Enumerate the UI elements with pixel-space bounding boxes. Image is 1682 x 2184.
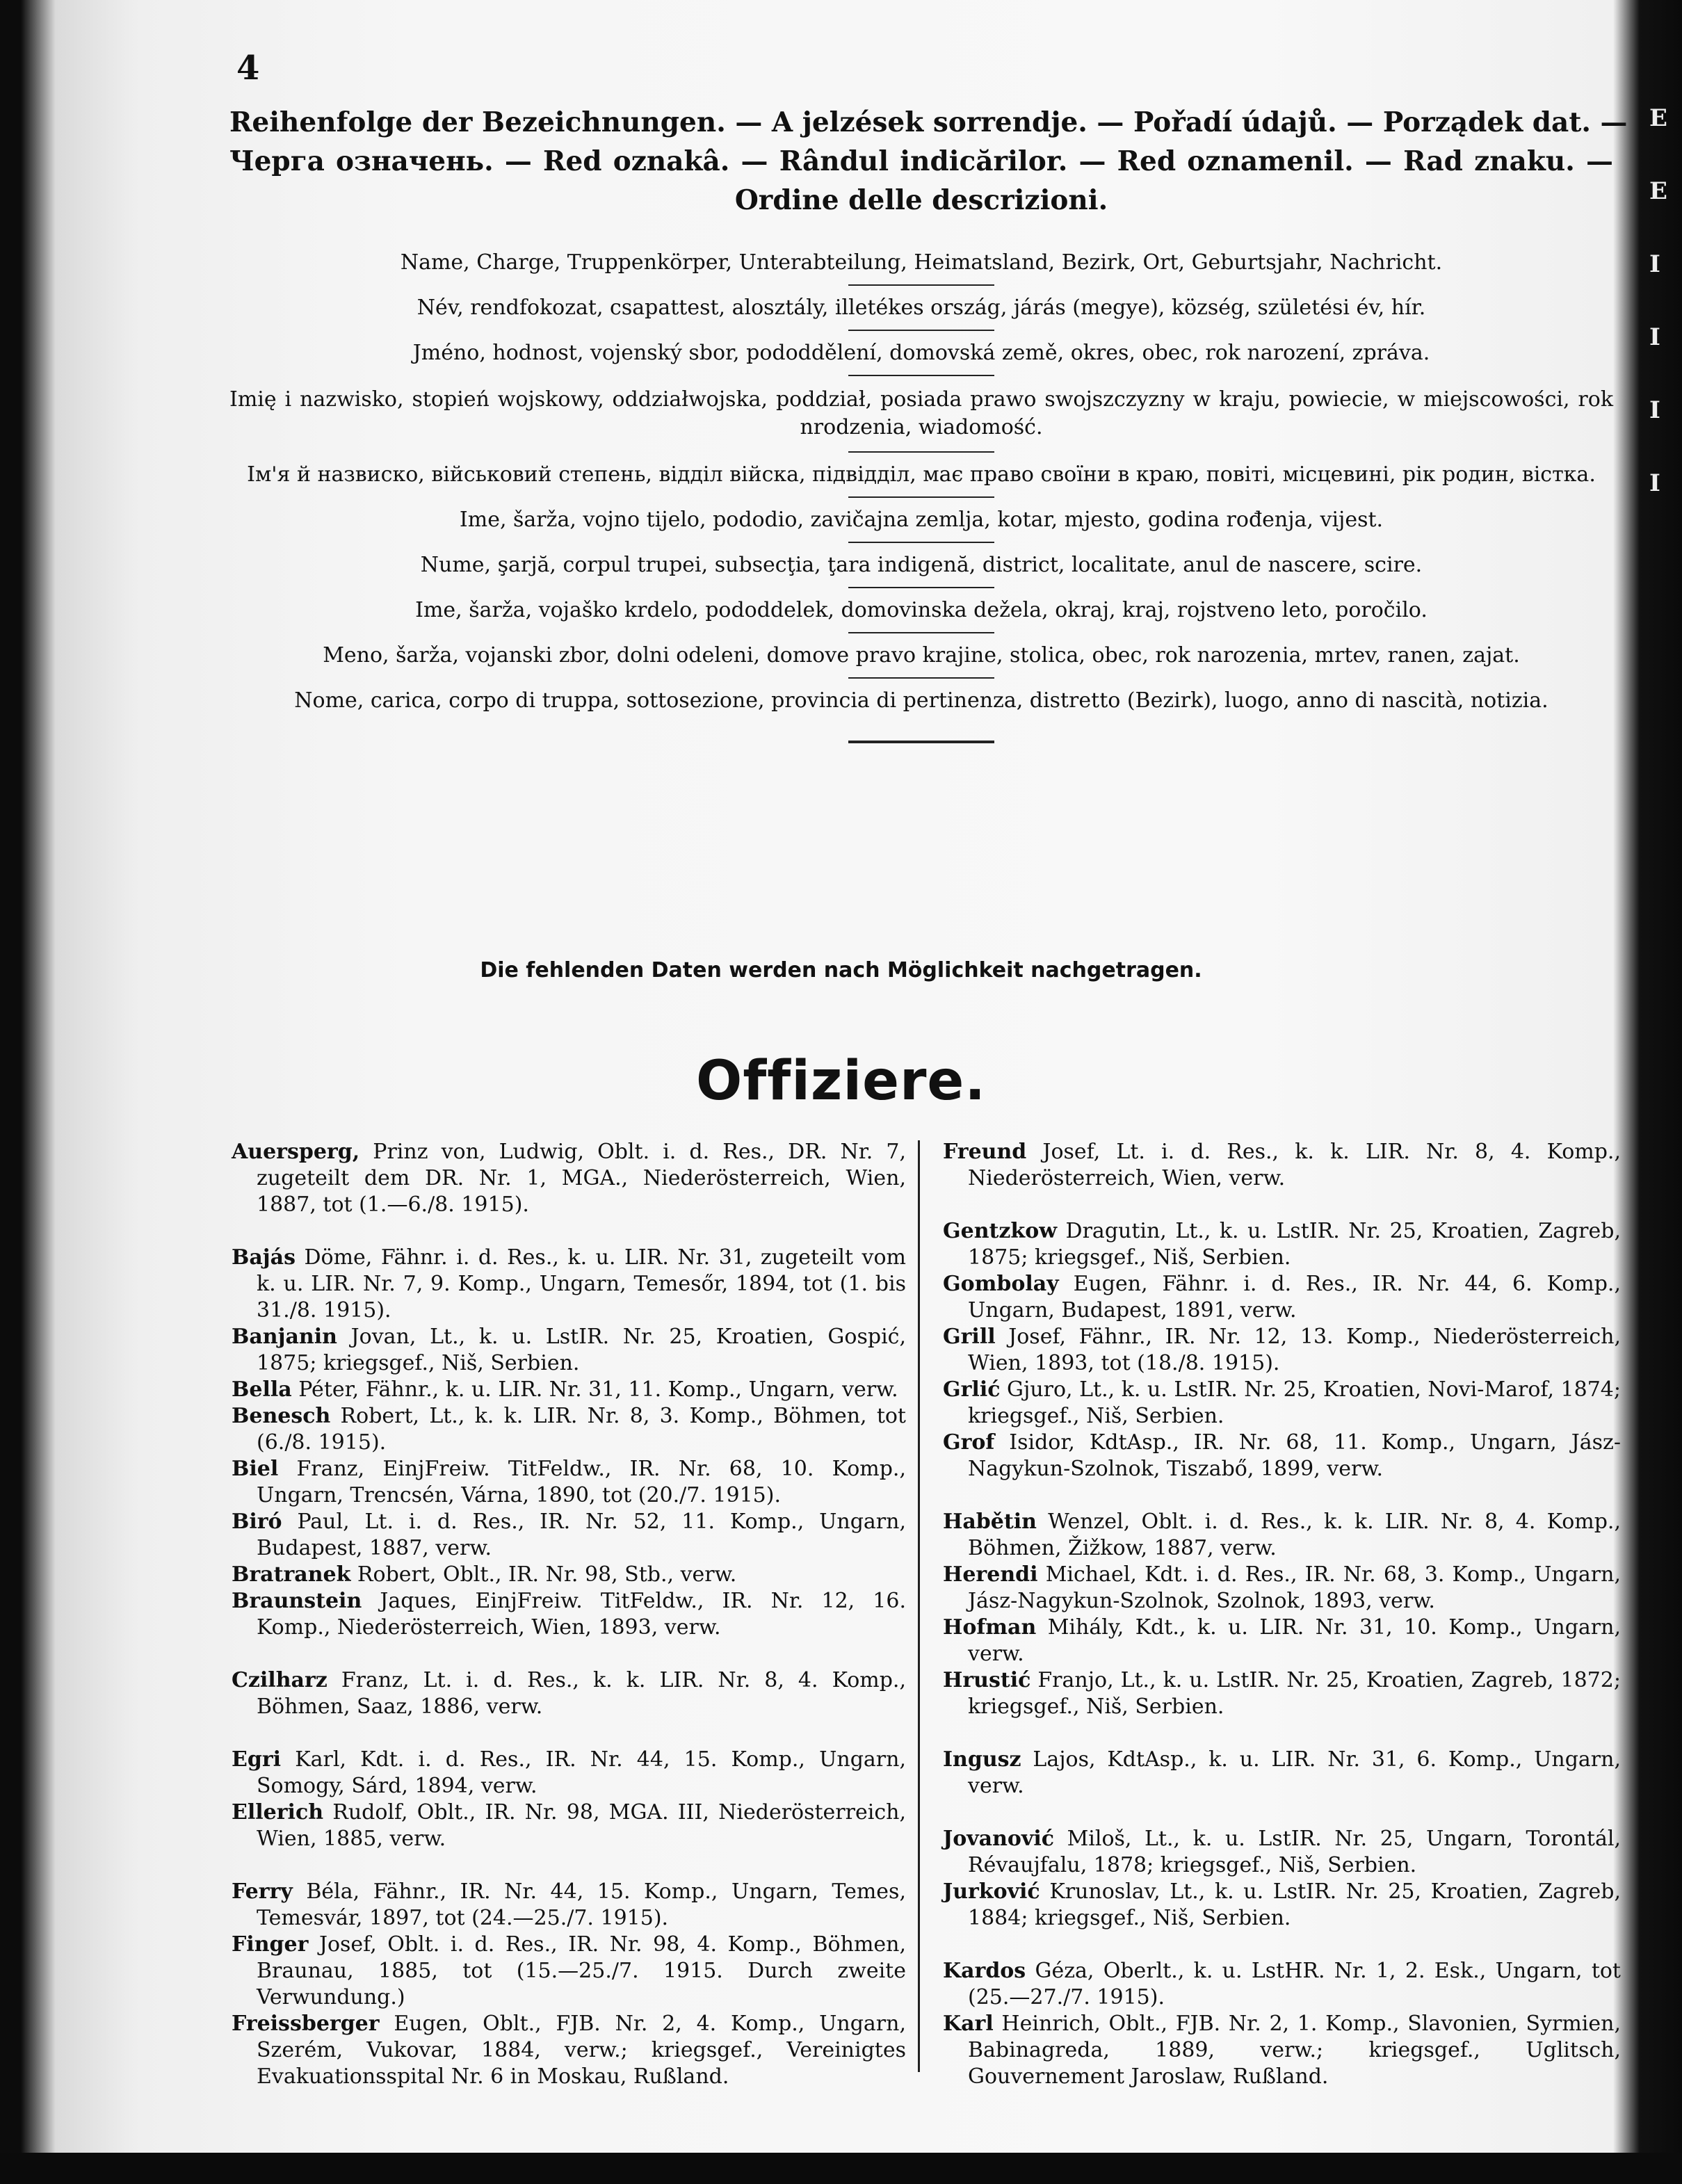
entry-details: Paul, Lt. i. d. Res., IR. Nr. 52, 11. Komp., Ungarn, Budapest, 1887, verw. [257,1510,906,1560]
casualty-entry [943,1615,1621,1667]
casualty-entry [943,1139,1621,1192]
entry-details: Döme, Fähnr. i. d. Res., k. u. LIR. Nr. 31, zugeteilt vom k. u. LIR. Nr. 7, 9. Komp., Ungarn, Temesőr, 1894, tot (1. bis 31./8. 1915). [257,1245,906,1322]
casualty-entry [232,1403,906,1456]
order-line-czech: Jméno, hodnost, vojenský sbor, pododdělení, domovská země, okres, obec, rok narození, zpráva. [412,341,1430,365]
entry-surname: Gombolay [943,1272,1059,1296]
entry-details: Gjuro, Lt., k. u. LstIR. Nr. 25, Kroatien, Novi-Marof, 1874; kriegsgef., Niš, Serbien. [968,1377,1621,1428]
entry-surname: Freissberger [232,2012,380,2036]
multilingual-heading [229,103,1628,220]
entry-details: Robert, Lt., k. k. LIR. Nr. 8, 3. Komp., Böhmen, tot (6./8. 1915). [257,1404,906,1455]
edge-letter: I [1649,469,1660,497]
entry-surname: Braunstein [232,1589,362,1613]
entry-surname: Jurković [943,1879,1040,1904]
entry-details: Josef, Lt. i. d. Res., k. k. LIR. Nr. 8, 4. Komp., Niederösterreich, Wien, verw. [968,1140,1621,1190]
scan-border [0,2153,1682,2184]
casualty-entry [232,1456,906,1509]
heading-line-3: Ordine delle descrizioni. [734,184,1108,216]
separator-rule [848,496,994,498]
entry-details: Mihály, Kdt., k. u. LIR. Nr. 31, 10. Komp., Ungarn, verw. [968,1615,1621,1666]
separator-rule [848,284,994,286]
edge-letter: I [1649,323,1660,351]
casualty-entry [232,1324,906,1377]
casualty-entry [943,1958,1621,2011]
casualty-entry [943,1324,1621,1377]
casualty-entry [943,1271,1621,1324]
entry-details: Josef, Oblt. i. d. Res., IR. Nr. 98, 4. Komp., Böhmen, Braunau, 1885, tot (15.—25./7. 1915. Durch zweite Verwundung.) [257,1932,906,2009]
separator-rule [848,330,994,331]
casualty-entry [232,1588,906,1641]
edge-letter: I [1649,250,1660,278]
entry-details: Isidor, KdtAsp., IR. Nr. 68, 11. Komp., Ungarn, Jász-Nagykun-Szolnok, Tiszabő, 1899, verw. [968,1430,1621,1481]
entry-details: Josef, Fähnr., IR. Nr. 12, 13. Komp., Niederösterreich, Wien, 1893, tot (18./8. 1915). [968,1325,1621,1375]
casualty-entry [232,1245,906,1324]
entry-surname: Finger [232,1932,309,1957]
entry-surname: Kardos [943,1959,1026,1983]
order-line-ruthenian: Ім'я й назвиско, військовий степень, відділ війска, підвідділ, має право своїни в краю, повіті, місцевині, рік родин, вістка. [247,462,1596,487]
casualty-entry [943,1430,1621,1482]
casualty-entry [943,1218,1621,1271]
entry-surname: Benesch [232,1404,331,1428]
order-line-italian: Nome, carica, corpo di truppa, sottosezione, provincia di pertinenza, distretto (Bezirk), luogo, anno di nascità, notizia. [294,688,1548,713]
entry-surname: Jovanović [943,1827,1054,1851]
entry-details: Péter, Fähnr., k. u. LIR. Nr. 31, 11. Komp., Ungarn, verw. [291,1377,898,1402]
order-line-romanian: Nume, şarjă, corpul trupei, subsecţia, ţara indigenă, district, localitate, anul de nascere, scire. [420,553,1423,577]
entry-surname: Bajás [232,1245,296,1270]
edge-letter: E [1649,104,1667,132]
entry-details: Lajos, KdtAsp., k. u. LIR. Nr. 31, 6. Komp., Ungarn, verw. [968,1747,1621,1798]
heading-line-2: Черга означень. — Red oznakâ. — Rândul indicărilor. — Red oznamenil. — Rad znaku. — [229,145,1613,177]
casualty-entry [232,1667,906,1720]
casualty-entry [943,1562,1621,1615]
separator-rule [848,451,994,453]
entry-surname: Grill [943,1325,996,1349]
casualty-entry [232,1932,906,2011]
casualty-entry [943,1509,1621,1562]
entry-surname: Ellerich [232,1800,324,1825]
entry-details: Krunoslav, Lt., k. u. LstIR. Nr. 25, Kroatien, Zagreb, 1884; kriegsgef., Niš, Serbien. [968,1879,1621,1930]
entry-surname: Hrustić [943,1668,1031,1692]
entry-surname: Herendi [943,1562,1038,1587]
casualty-entry [232,1879,906,1932]
order-line-german: Name, Charge, Truppenkörper, Unterabteilung, Heimatsland, Bezirk, Ort, Geburtsjahr, Nachricht. [400,250,1443,275]
casualty-entry [943,1826,1621,1879]
casualty-entry [232,1377,906,1403]
casualty-entry [232,2011,906,2090]
casualty-entry [943,2011,1621,2090]
entry-surname: Freund [943,1140,1027,1164]
section-title: Offiziere. [696,1050,986,1113]
entry-surname: Banjanin [232,1325,337,1349]
adjacent-page-edge [1649,104,1677,542]
entry-details: Franz, EinjFreiw. TitFeldw., IR. Nr. 68, 10. Komp., Ungarn, Trencsén, Várna, 1890, tot (20./7. 1915). [257,1457,906,1507]
entry-surname: Ferry [232,1879,293,1904]
entry-details: Michael, Kdt. i. d. Res., IR. Nr. 68, 3. Komp., Ungarn, Jász-Nagykun-Szolnok, Szolnok, 1893, verw. [968,1562,1621,1613]
separator-rule [848,632,994,633]
order-line-slovene: Ime, šarža, vojaško krdelo, pododdelek, domovinska dežela, okraj, kraj, rojstveno leto, poročilo. [415,598,1428,622]
entry-surname: Czilharz [232,1668,327,1692]
edge-letter: I [1649,396,1660,424]
entry-surname: Gentzkow [943,1219,1058,1243]
casualty-entry [232,1747,906,1799]
entry-details: Béla, Fähnr., IR. Nr. 44, 15. Komp., Ungarn, Temes, Temesvár, 1897, tot (24.—25./7. 1915). [257,1879,906,1930]
entry-details: Prinz von, Ludwig, Oblt. i. d. Res., DR. Nr. 7, zugeteilt dem DR. Nr. 1, MGA., Niederösterreich, Wien, 1887, tot (1.—6./8. 1915). [257,1140,906,1217]
entry-surname: Grlić [943,1377,1001,1402]
right-column [943,1139,1621,2090]
separator-rule [848,741,994,743]
order-line-croatian: Ime, šarža, vojno tijelo, pododio, zavičajna zemlja, kotar, mjesto, godina rođenja, vijest. [459,508,1384,532]
casualty-entry [232,1509,906,1562]
casualty-entry [943,1747,1621,1799]
entry-surname: Bella [232,1377,292,1402]
casualty-entry [232,1562,906,1588]
order-line-slovak: Meno, šarža, vojanski zbor, dolni odeleni, domove pravo krajine, stolica, obec, rok narozenia, mrtev, ranen, zajat. [323,643,1520,668]
edge-letter: E [1649,177,1667,205]
entry-surname: Hofman [943,1615,1037,1640]
entry-details: Géza, Oberlt., k. u. LstHR. Nr. 1, 2. Esk., Ungarn, tot (25.—27./7. 1915). [968,1959,1621,2009]
entry-details: Jovan, Lt., k. u. LstIR. Nr. 25, Kroatien, Gospić, 1875; kriegsgef., Niš, Serbien. [257,1325,906,1375]
entry-surname: Egri [232,1747,282,1772]
entry-surname: Habětin [943,1510,1037,1534]
entry-surname: Bratranek [232,1562,351,1587]
entry-details: Robert, Oblt., IR. Nr. 98, Stb., verw. [350,1562,737,1587]
entry-details: Miloš, Lt., k. u. LstIR. Nr. 25, Ungarn, Torontál, Révaujfalu, 1878; kriegsgef., Niš, Serbien. [968,1827,1621,1877]
casualty-entry [232,1139,906,1218]
left-column [232,1139,906,2090]
entry-details: Karl, Kdt. i. d. Res., IR. Nr. 44, 15. Komp., Ungarn, Somogy, Sárd, 1894, verw. [257,1747,906,1798]
page-number: 4 [236,49,260,88]
casualty-entry [943,1377,1621,1430]
entry-details: Franz, Lt. i. d. Res., k. k. LIR. Nr. 8, 4. Komp., Böhmen, Saaz, 1886, verw. [257,1668,906,1719]
column-divider [918,1140,920,2072]
entry-surname: Biel [232,1457,279,1481]
separator-rule [848,542,994,543]
missing-data-note: Die fehlenden Daten werden nach Möglichkeit nachgetragen. [480,958,1202,982]
entry-surname: Karl [943,2012,994,2036]
heading-line-1: Reihenfolge der Bezeichnungen. — A jelzések sorrendje. — Pořadí údajů. — Porządek dat. — [229,106,1628,138]
entry-surname: Grof [943,1430,995,1455]
entry-details: Jaques, EinjFreiw. TitFeldw., IR. Nr. 12, 16. Komp., Niederösterreich, Wien, 1893, verw. [257,1589,906,1640]
entry-details: Eugen, Oblt., FJB. Nr. 2, 4. Komp., Ungarn, Szerém, Vukovar, 1884, verw.; kriegsgef., Vereinigtes Evakuationsspital Nr. 6 in Moskau, Rußland. [257,2012,906,2089]
separator-rule [848,677,994,679]
order-line-polish: Imię i nazwisko, stopień wojskowy, oddziałwojska, poddział, posiada prawo swojszczyzny w kraju, powiecie, w miejscowości, rok nrodzenia, wiadomość. [229,387,1613,439]
entry-details: Dragutin, Lt., k. u. LstIR. Nr. 25, Kroatien, Zagreb, 1875; kriegsgef., Niš, Serbien. [968,1219,1621,1270]
separator-rule [848,587,994,588]
casualty-entry [943,1879,1621,1932]
separator-rule [848,375,994,376]
entry-details: Heinrich, Oblt., FJB. Nr. 2, 1. Komp., Slavonien, Syrmien, Babinagreda, 1889, verw.; kriegsgef., Uglitsch, Gouvernement Jaroslaw, Rußland. [968,2012,1621,2089]
entry-details: Franjo, Lt., k. u. LstIR. Nr. 25, Kroatien, Zagreb, 1872; kriegsgef., Niš, Serbien. [968,1668,1621,1719]
entry-details: Wenzel, Oblt. i. d. Res., k. k. LIR. Nr. 8, 4. Komp., Böhmen, Žižkow, 1887, verw. [968,1510,1621,1560]
field-order-list [229,250,1613,753]
entry-surname: Ingusz [943,1747,1021,1772]
entry-surname: Auersperg, [232,1140,360,1164]
casualty-entry [943,1667,1621,1720]
entry-details: Rudolf, Oblt., IR. Nr. 98, MGA. III, Niederösterreich, Wien, 1885, verw. [257,1800,906,1851]
casualty-entry [232,1799,906,1852]
entry-surname: Biró [232,1510,282,1534]
order-line-hungarian: Név, rendfokozat, csapattest, alosztály, illetékes ország, járás (megye), község, születési év, hír. [417,296,1426,320]
entry-details: Eugen, Fähnr. i. d. Res., IR. Nr. 44, 6. Komp., Ungarn, Budapest, 1891, verw. [968,1272,1621,1322]
